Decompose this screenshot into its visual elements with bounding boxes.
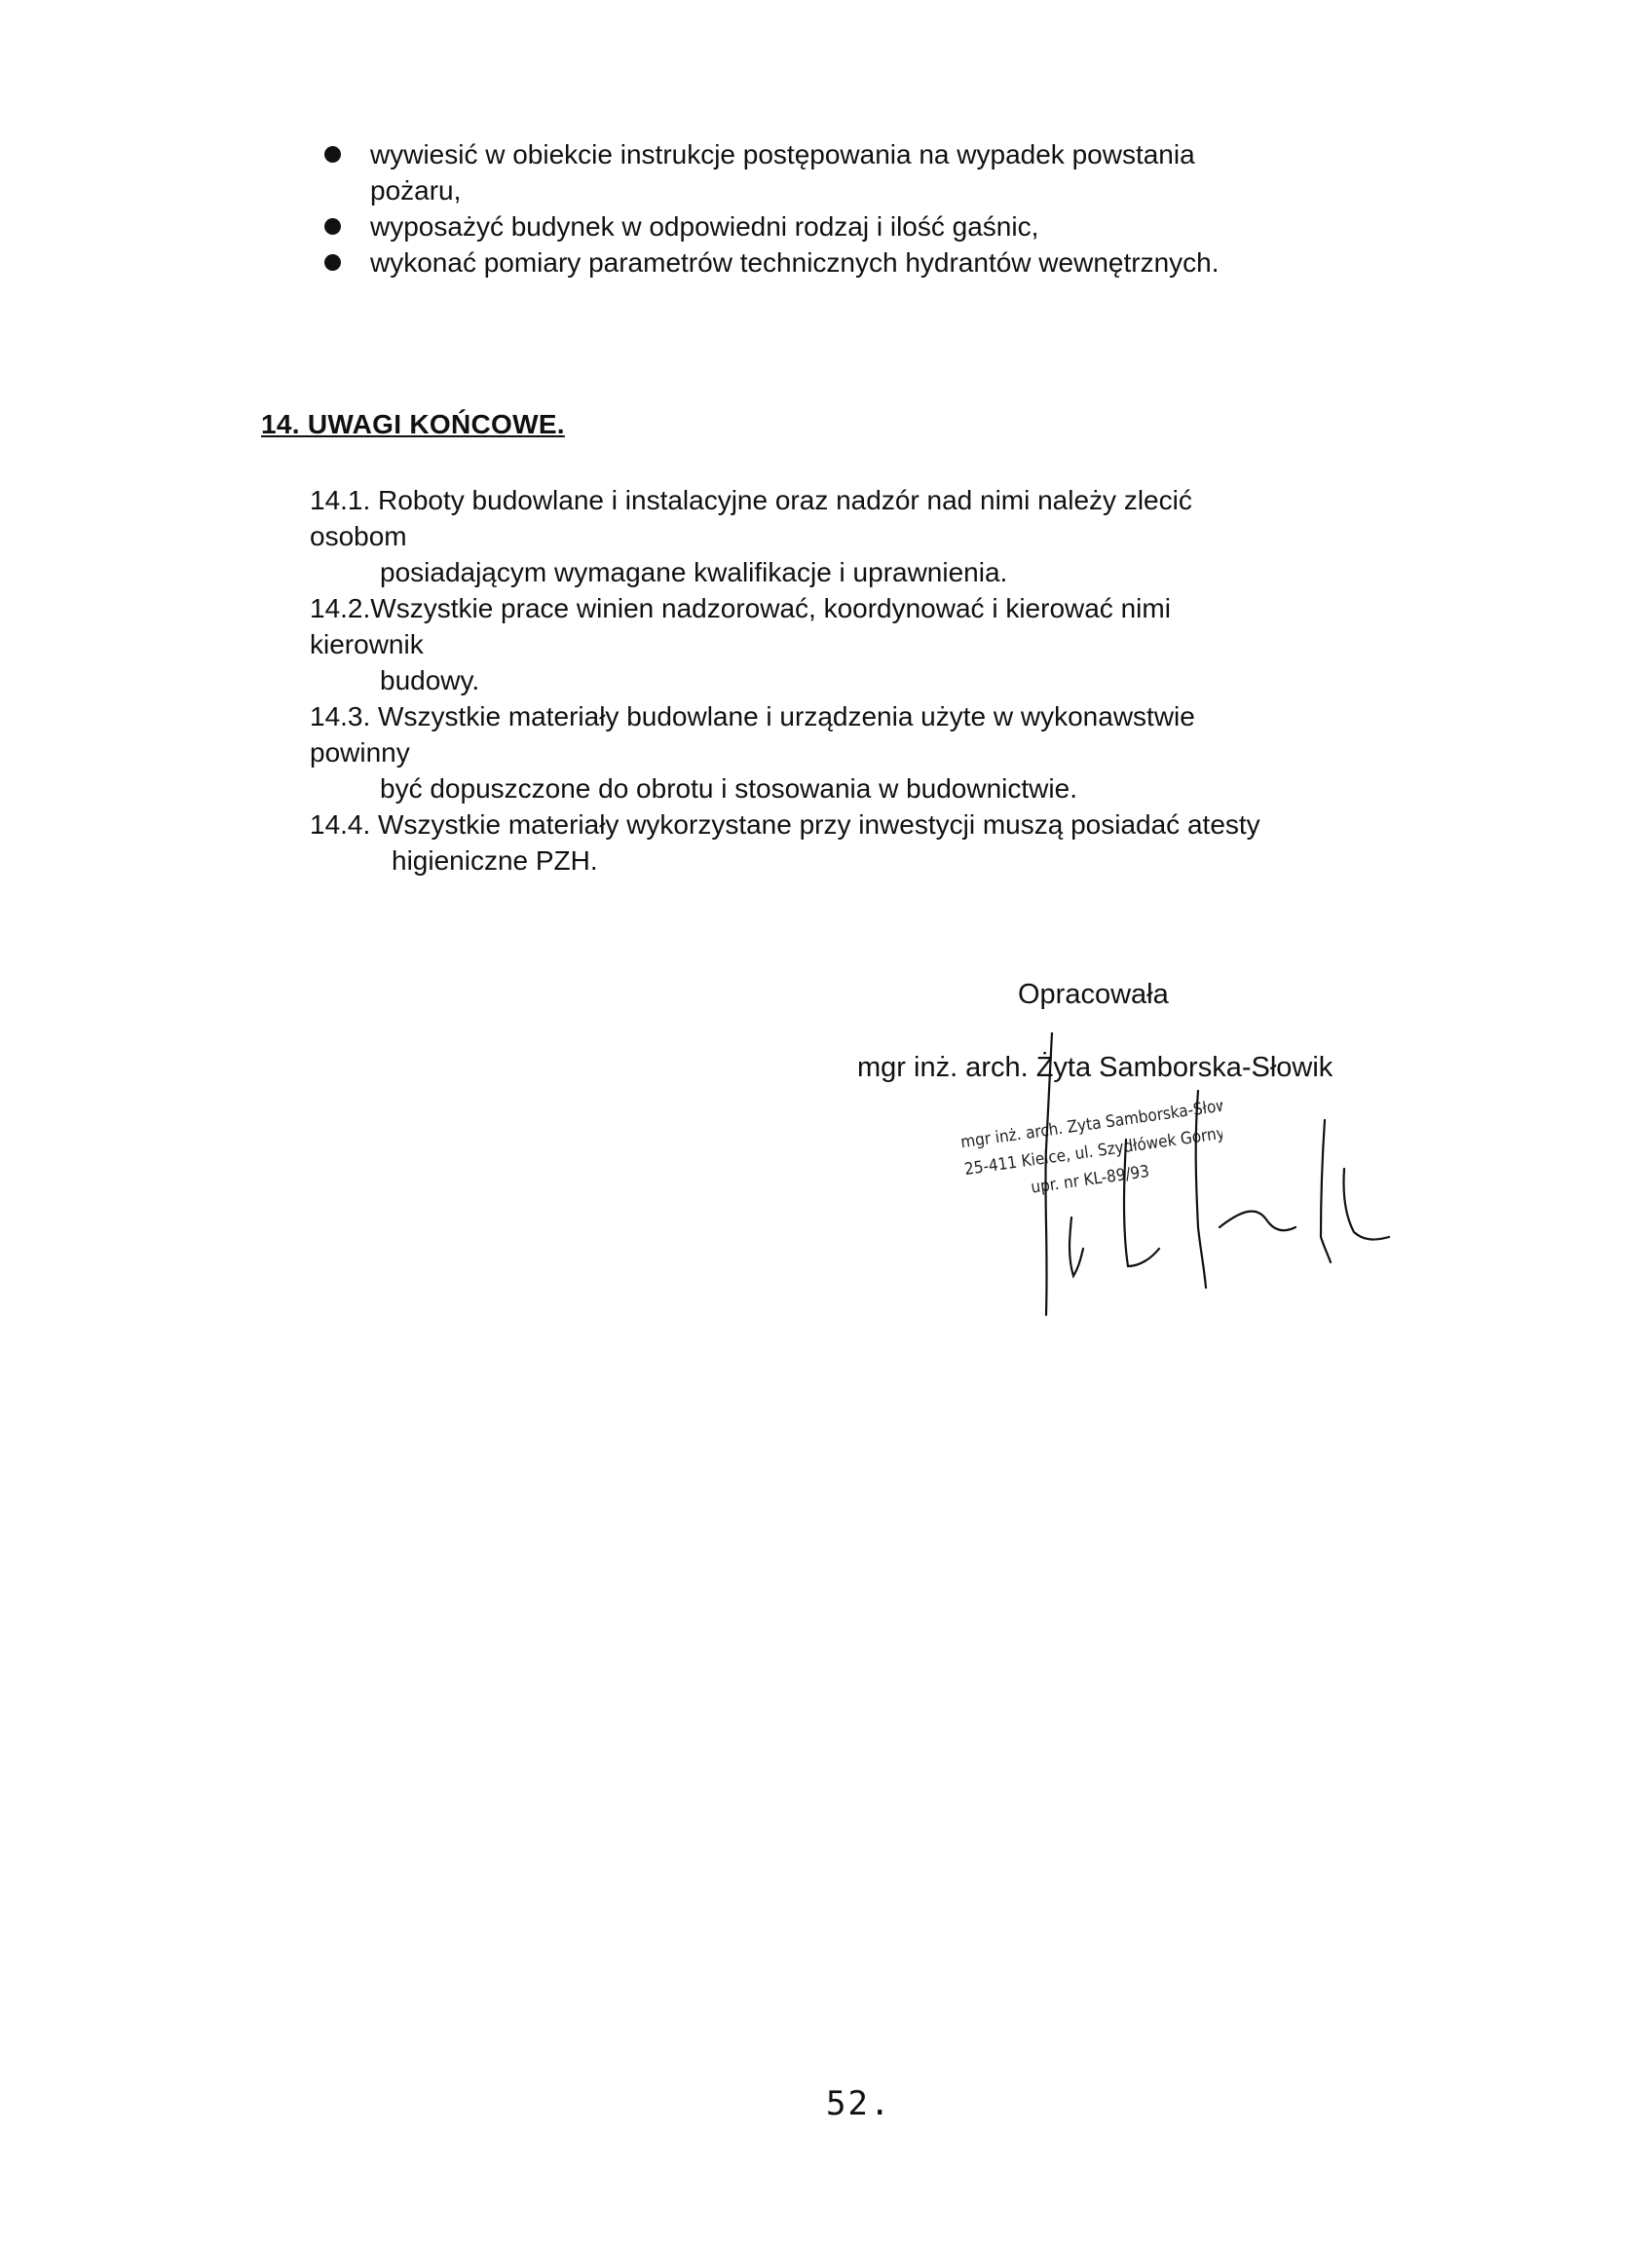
bullet-list xyxy=(321,136,1432,281)
page-number: 52. xyxy=(826,2084,892,2123)
list-item-line: wykonać pomiary parametrów technicznych hydrantów wewnętrznych. xyxy=(370,247,1220,278)
bullet-icon xyxy=(324,146,341,163)
note-item xyxy=(310,482,1459,590)
signer-name: mgr inż. arch. Żyta Samborska-Słowik xyxy=(857,1052,1333,1083)
stamp-line: 25-411 Kielce, ul. Szydłówek Górny xyxy=(962,1123,1222,1180)
note-continuation: budowy. xyxy=(380,665,480,695)
prepared-by-label: Opracowała xyxy=(1018,979,1169,1010)
note-text: powinny xyxy=(310,737,410,768)
list-item-line: wywiesić w obiekcie instrukcje postępowania na wypadek powstania xyxy=(370,139,1195,169)
note-continuation: higieniczne PZH. xyxy=(392,845,598,876)
final-notes xyxy=(310,482,1459,879)
note-text: 14.2.Wszystkie prace winien nadzorować, koordynować i kierować nimi xyxy=(310,593,1171,623)
note-text: 14.4. Wszystkie materiały wykorzystane przy inwestycji muszą posiadać atesty xyxy=(310,809,1260,840)
stamp-line: upr. nr KL-89/93 xyxy=(1030,1161,1151,1198)
handwritten-signature xyxy=(1032,1032,1422,1354)
list-item-line: pożaru, xyxy=(370,175,462,206)
bullet-icon xyxy=(324,254,341,271)
note-continuation: być dopuszczone do obrotu i stosowania w budownictwie. xyxy=(380,773,1077,804)
list-item xyxy=(321,208,1432,244)
stamp-line: mgr inż. arch. Zyta Samborska-Słowik xyxy=(959,1094,1222,1153)
note-text: kierownik xyxy=(310,629,424,659)
list-item xyxy=(321,244,1432,281)
bullet-icon xyxy=(324,218,341,235)
note-continuation: posiadającym wymagane kwalifikacje i uprawnienia. xyxy=(380,557,1008,587)
note-text: 14.1. Roboty budowlane i instalacyjne oraz nadzór nad nimi należy zlecić xyxy=(310,485,1192,515)
list-item xyxy=(321,136,1432,208)
list-item-line: wyposażyć budynek w odpowiedni rodzaj i ilość gaśnic, xyxy=(370,211,1039,242)
note-item xyxy=(310,590,1459,698)
section-heading: 14. UWAGI KOŃCOWE. xyxy=(261,409,565,439)
note-item xyxy=(310,806,1459,879)
note-item xyxy=(310,698,1459,806)
note-text: 14.3. Wszystkie materiały budowlane i urządzenia użyte w wykonawstwie xyxy=(310,701,1195,731)
note-text: osobom xyxy=(310,521,407,551)
